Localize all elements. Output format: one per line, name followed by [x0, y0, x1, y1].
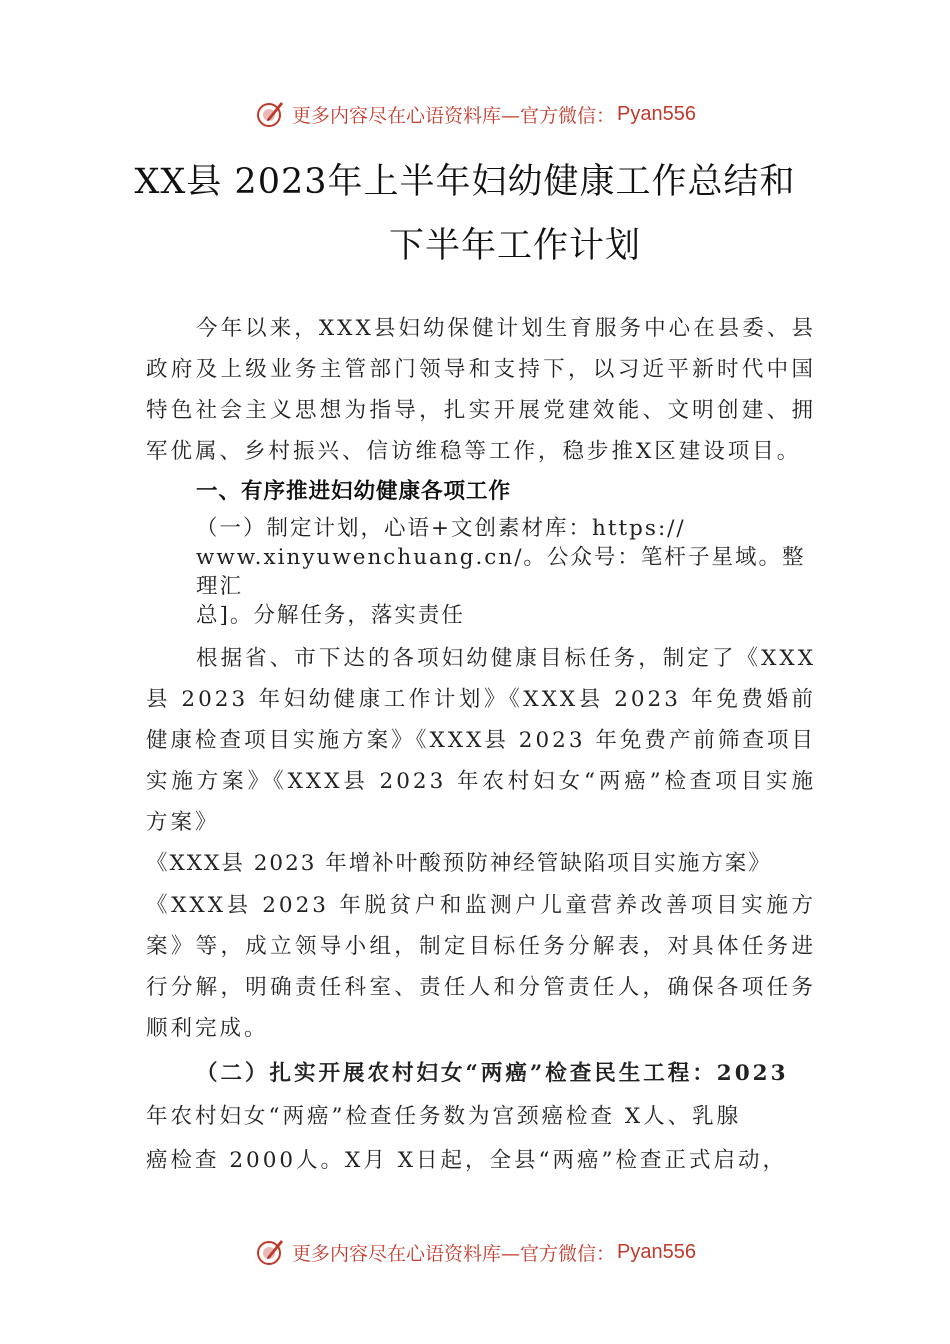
footer-watermark-banner: [0, 1232, 950, 1272]
subsection-1-line-3: 总]。分解任务，落实责任: [196, 603, 465, 628]
subsection-heading-2: （二）扎实开展农村妇女“两癌”检查民生工程：2023: [196, 1061, 789, 1086]
plan-paragraph-continued: 《XXX县 2023 年脱贫户和监测户儿童营养改善项目实施方案》等，成立领导小组，制定目标任务分解表，对具体任务进行分解，明确责任科室、责任人和分管责任人，确保各项任务顺利完成。: [146, 893, 816, 1041]
subsection-heading-1: [146, 514, 816, 630]
plan-paragraph: 根据省、市下达的各项妇幼健康目标任务，制定了《XXX县 2023 年妇幼健康工作计划》《XXX县 2023 年免费婚前健康检查项目实施方案》《XXX县 2023 年免费产前筛查项目实施方案》《XXX县 2023 年农村妇女“两癌”检查项目实施方案》: [146, 646, 816, 835]
intro-paragraph: 今年以来，XXX县妇幼保健计划生育服务中心在县委、县政府及上级业务主管部门领导和支持下，以习近平新时代中国特色社会主义思想为指导，扎实开展党建效能、文明创建、拥军优属、乡村振兴、信访维稳等工作，稳步推X区建设项目。: [146, 316, 816, 464]
banner-text: 更多内容尽在心语资料库—官方微信：: [292, 104, 616, 127]
section-heading-1: 一、有序推进妇幼健康各项工作: [196, 479, 512, 504]
plan-title-line: 《XXX县 2023 年增补叶酸预防神经管缺陷项目实施方案》: [146, 851, 772, 876]
banner-text: 更多内容尽在心语资料库—官方微信：: [292, 1242, 616, 1265]
subsection-1-line-1: （一）制定计划，心语+文创素材库：https://: [196, 516, 686, 541]
document-title-line-2: 下半年工作计划: [388, 226, 641, 266]
seal-pen-logo-icon: [254, 98, 286, 130]
seal-pen-logo-icon: [254, 1236, 286, 1268]
subsection-1-line-2: www.xinyuwenchuang.cn/。公众号：笔杆子星域。整理汇: [196, 545, 806, 599]
document-title-line-1: XX县 2023年上半年妇幼健康工作总结和: [134, 162, 796, 202]
wechat-id: Pyan556: [617, 1240, 696, 1263]
screening-line-1: 年农村妇女“两癌”检查任务数为宫颈癌检查 X人、乳腺: [146, 1104, 742, 1129]
document-body: [146, 308, 816, 1183]
wechat-id: Pyan556: [617, 102, 696, 125]
header-watermark-banner: [0, 94, 950, 134]
screening-line-2: 癌检查 2000人。X月 X日起，全县“两癌”检查正式启动，: [146, 1148, 787, 1173]
